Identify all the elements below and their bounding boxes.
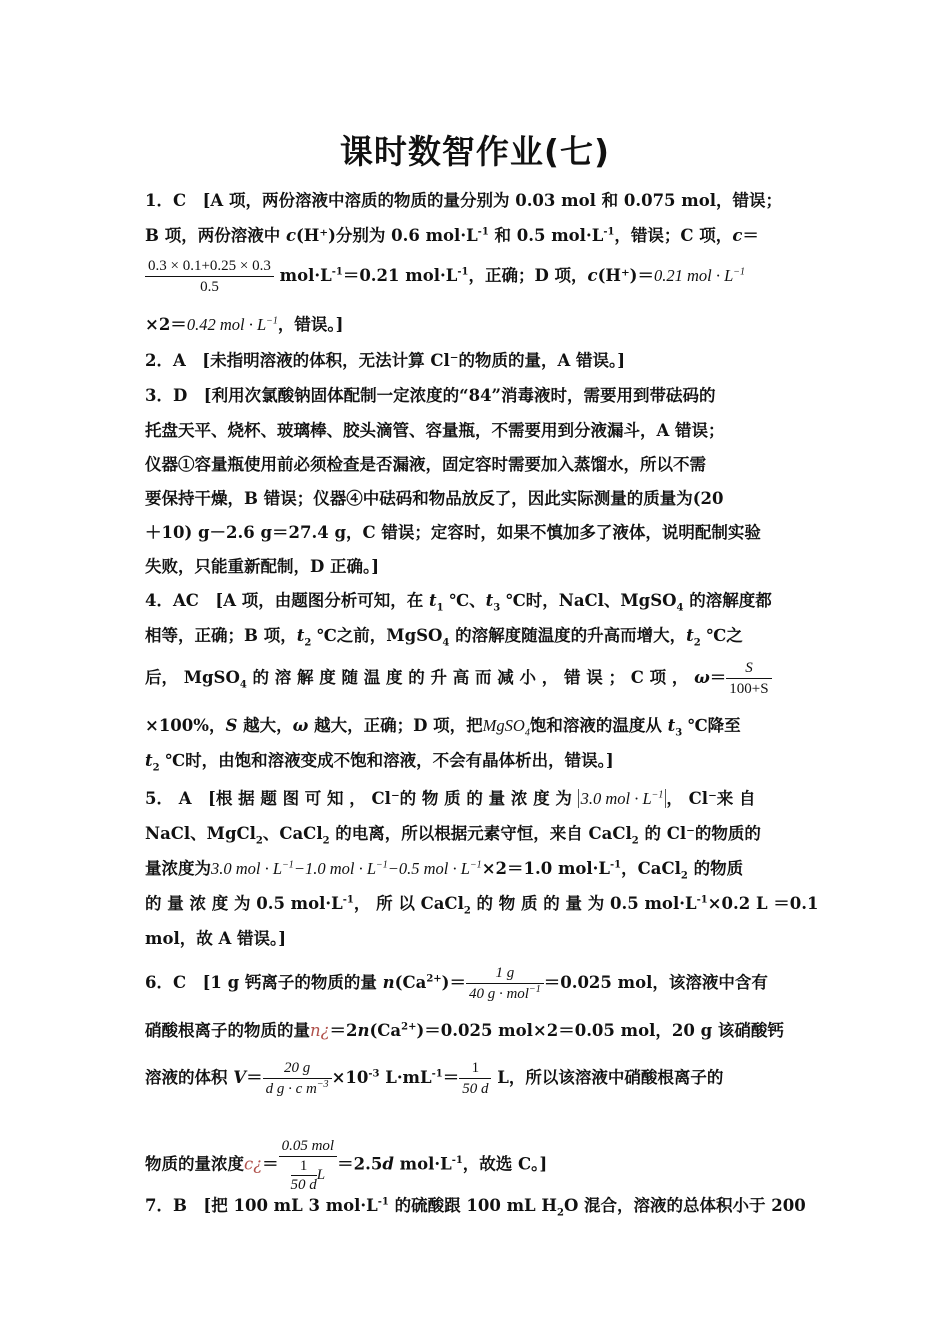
q4-line-4: ×100%，S 越大，ω 越大，正确；D 项，把MgSO$_4$饱和溶液的温度从 $t_3$ ℃降至 xyxy=(145,716,741,739)
q6-line-4: 物质的量浓度c¿＝ 0.05 mol $\frac{1}{50 d}$ L ＝2.5d $mol\cdot L^{-1}$，故选 C。] xyxy=(145,1138,548,1193)
q1-line-2: B 项，两份溶液中 c(H⁺)分别为 0.6 $mol\cdot L^{-1}$ 和 0.5 $mol\cdot L^{-1}$，错误；C 项，c＝ xyxy=(145,226,759,245)
q6-fraction-2: $\frac{20 g}{d g \cdot c m^{-3}}$ xyxy=(263,1058,332,1099)
q1-line-3: $\frac{0.3 \times 0.1+0.25 \times 0.3}{0.5}$ $mol\cdot L^{-1}=0.21$ $mol\cdot L^{-1}$，正确；D 项，c(H⁺)＝0.21 mol · $L^{-1}$ xyxy=(145,256,810,297)
q3-line-2: 托盘天平、烧杯、玻璃棒、胶头滴管、容量瓶，不需要用到分液漏斗，A 错误； xyxy=(145,421,725,440)
q5-line-3: 量浓度为3.0 mol · $L^{-1}-1.0$ mol · $L^{-1}-0.5$ mol · $L^{-1}\times 2=1.0$ $mol\cdot L^{-1}$，CaCl$_2$ 的物质 xyxy=(145,859,744,882)
q4-fraction: $\frac{S}{100+S}$ xyxy=(726,658,771,699)
q3-line-5: ＋10) g－2.6 g＝27.4 g，C 错误；定容时，如果不慎加多了液体，说明配制实验 xyxy=(145,523,761,542)
q4-line-5: $t_2$ ℃时，由饱和溶液变成不饱和溶液，不会有晶体析出，错误。] xyxy=(145,751,614,774)
q6-line-3: 溶液的体积 V＝ $\frac{20 g}{d g \cdot c m^{-3}}$ $\times 10^{-3}$ $L\cdot mL^{-1}=$ $\frac{1}{50 d}$ L，所以该溶液中硝酸根离子的 xyxy=(145,1060,724,1097)
q4-line-1: 4．AC [A 项，由题图分析可知，在 $t_1$ ℃、$t_3$ ℃时，NaCl、MgSO$_4$ 的溶解度都 xyxy=(145,591,772,614)
q5-line-1: 5． A [根 据 题 图 可 知 ， Cl⁻的 物 质 的 量 浓 度 为 3.0 mol · $L^{-1}$ ， Cl⁻来 自 xyxy=(145,789,756,808)
q1-line-1: 1．C [A 项，两份溶液中溶质的物质的量分别为 0.03 mol 和 0.075 mol，错误； xyxy=(145,191,783,210)
q4-line-3: 后， MgSO$_4$ 的 溶 解 度 随 温 度 的 升 高 而 减 小 ， 错 误 ； C 项 ， ω＝ $\frac{S}{100+S}$ xyxy=(145,658,810,699)
q6-fraction-3: $\frac{1}{50 d}$ xyxy=(459,1058,491,1099)
q6-line-2: 硝酸根离子的物质的量$n¿=2n(Ca^{2+})=0.025$ mol×2＝0.05 mol，20 g 该硝酸钙 xyxy=(145,1021,784,1040)
q4-line-2: 相等，正确；B 项，$t_2$ ℃之前，MgSO$_4$ 的溶解度随温度的升高而增大，$t_2$ ℃之 xyxy=(145,626,743,649)
q3-line-3: 仪器①容量瓶使用前必须检查是否漏液，固定容时需要加入蒸馏水，所以不需 xyxy=(145,455,706,474)
q6-line-1: 6．C [1 g 钙离子的物质的量 $n(Ca^{2+})=$ $\frac{1 g}{40 g \cdot mol^{-1}}$ ＝0.025 mol，该溶液中含有 xyxy=(145,965,768,1002)
q7-line-1: 7．B [把 100 mL 3 $mol\cdot L^{-1}$ 的硫酸跟 100 mL $H_2O$ 混合，溶液的总体积小于 200 xyxy=(145,1196,806,1219)
q5-line-2: NaCl、MgCl$_2$、CaCl$_2$ 的电离，所以根据元素守恒，来自 CaCl$_2$ 的 Cl⁻的物质的 xyxy=(145,824,761,847)
q6-fraction-1: $\frac{1 g}{40 g \cdot mol^{-1}}$ xyxy=(466,963,544,1004)
q2-line-1: 2．A [未指明溶液的体积，无法计算 Cl⁻的物质的量，A 错误。] xyxy=(145,351,626,370)
q6-fraction-4: 0.05 mol $\frac{1}{50 d}$ L xyxy=(279,1136,338,1194)
q3-line-1: 3．D [利用次氯酸钠固体配制一定浓度的“84”消毒液时，需要用到带砝码的 xyxy=(145,386,716,405)
q1-line-4: ×2＝0.42 mol · $L^{-1}$，错误。] xyxy=(145,315,344,334)
q1-fraction: $\frac{0.3 \times 0.1+0.25 \times 0.3}{0.5}$ xyxy=(145,256,274,297)
q3-line-6: 失败，只能重新配制，D 正确。] xyxy=(145,557,380,576)
q5-line-4: 的 量 浓 度 为 0.5 $mol\cdot L^{-1}$， 所 以 CaCl$_2$ 的 物 质 的 量 为 0.5 $mol\cdot L^{-1}\times 0.2$ L ＝0.1 xyxy=(145,894,819,917)
page-title: 课时数智作业(七) xyxy=(339,132,611,171)
q3-line-4: 要保持干燥，B 错误；仪器④中砝码和物品放反了，因此实际测量的质量为(20 xyxy=(145,489,724,508)
q5-line-5: mol，故 A 错误。] xyxy=(145,929,287,948)
